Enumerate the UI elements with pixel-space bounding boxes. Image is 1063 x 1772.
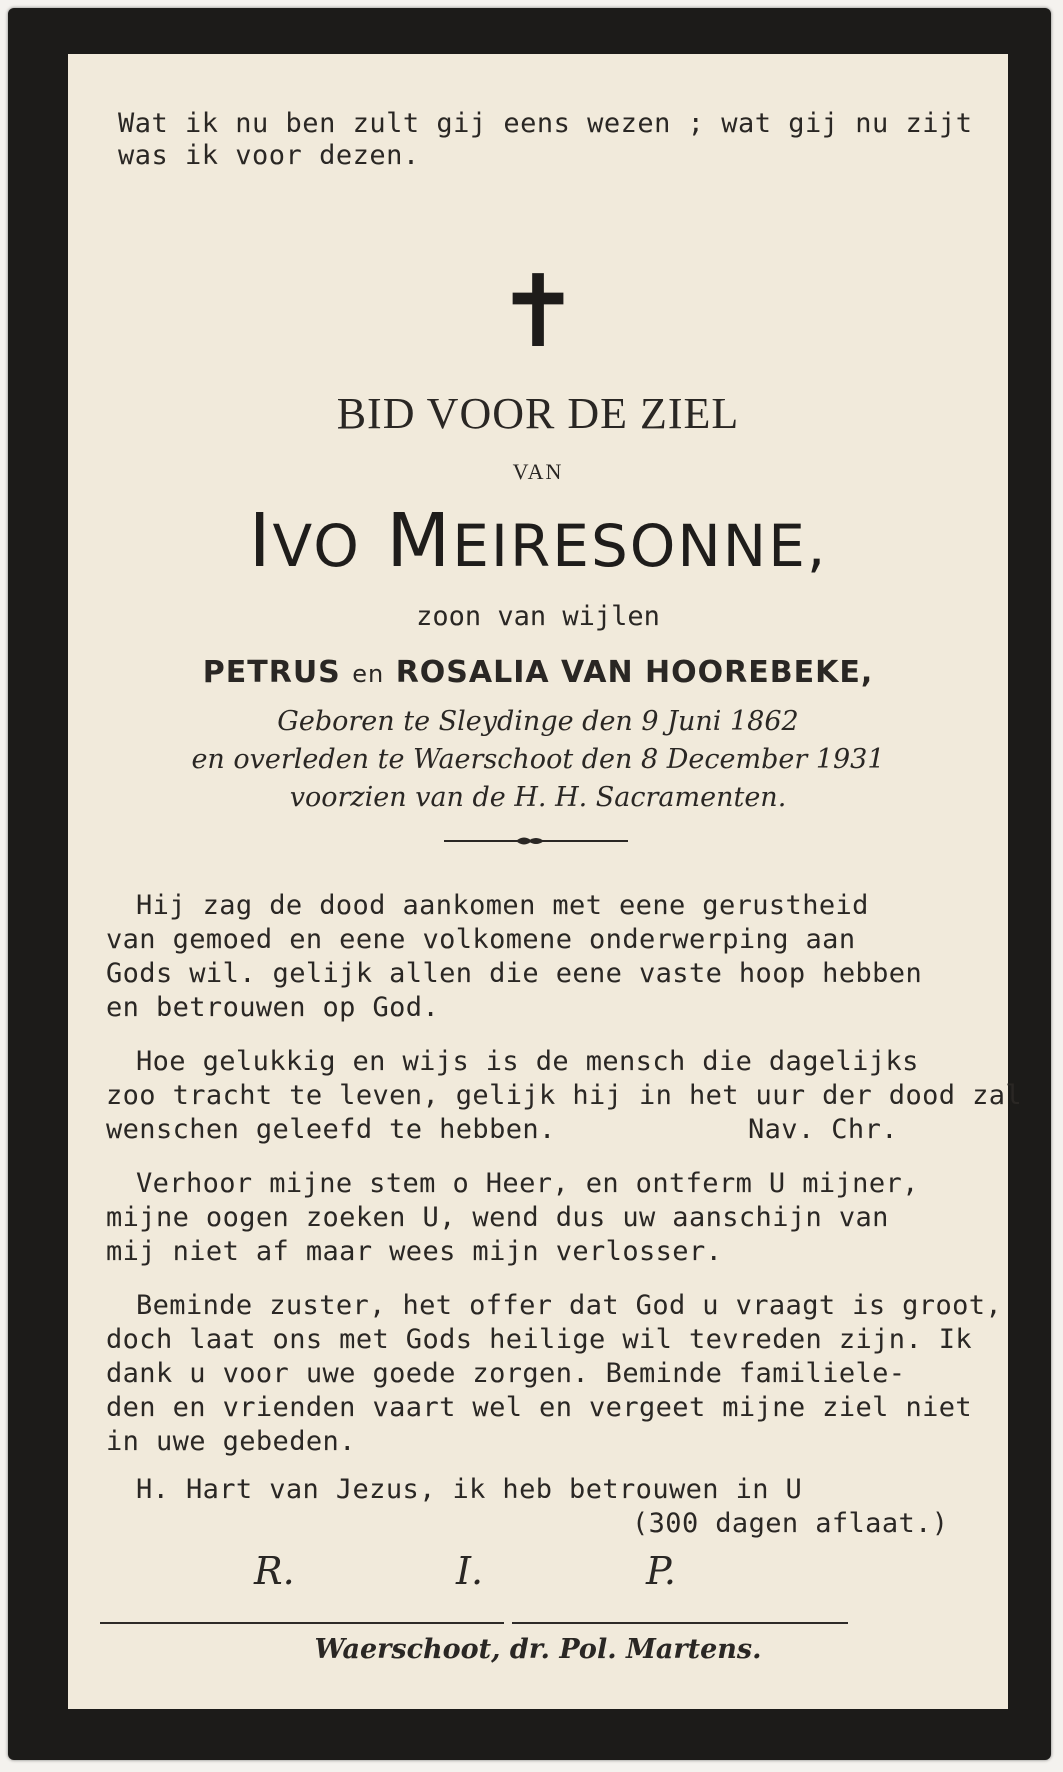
name-first-rest: VO [272,512,361,580]
van-label: VAN [512,459,564,484]
name-last-rest: EIRESONNE, [452,512,828,580]
birth-line: Geboren te Sleydinge den 9 Juni 1862 [277,706,799,737]
parent-mother: ROSALIA VAN HOOREBEKE, [395,655,874,690]
cross-icon: ✝ [496,253,580,370]
paragraph-3-line-2: mijne oogen zoeken U, wend dus uw aanschijn van [106,1202,889,1233]
sacraments-line: voorzien van de H. H. Sacramenten. [289,782,787,813]
indulgence-note: (300 dagen aflaat.) [632,1508,949,1539]
deceased-name [68,498,1008,584]
zoon-van-wijlen: zoon van wijlen [416,601,660,632]
prayer-line: H. Hart van Jezus, ik heb betrouwen in U [136,1474,803,1505]
paragraph-3-line-1: Verhoor mijne stem o Heer, en ontferm U mijner, [136,1168,919,1199]
rip-i: I. [456,1549,484,1593]
paragraph-2-line-1: Hoe gelukkig en wijs is de mensch die dagelijks [136,1046,919,1077]
paragraph-3-line-3: mij niet af maar wees mijn verlosser. [106,1236,723,1267]
parent-father: PETRUS [202,655,341,690]
rip-r: R. [254,1549,295,1593]
paragraph-2-source: Nav. Chr. [748,1114,898,1145]
paragraph-2-line-2: zoo tracht te leven, gelijk hij in het uur der dood zal [106,1080,1023,1111]
bid-voor-de-ziel: BID VOOR DE ZIEL [336,389,740,438]
name-last-initial: M [386,498,453,584]
death-line: en overleden te Waerschoot den 8 December 1931 [191,744,885,775]
memorial-card [68,54,1023,1709]
ornamental-divider [444,834,628,848]
paragraph-1-line-4: en betrouwen op God. [106,992,440,1023]
paragraph-4-line-2: doch laat ons met Gods heilige wil tevreden zijn. Ik [106,1324,973,1355]
paragraph-1-line-1: Hij zag de dood aankomen met eene gerustheid [136,890,869,921]
memorial-card-border [8,8,1051,1760]
paragraph-4-line-1: Beminde zuster, het offer dat God u vraagt is groot, [136,1290,1003,1321]
rip-p: P. [646,1549,676,1593]
paragraph-1-line-2: van gemoed en eene volkomene onderwerping aan [106,924,856,955]
printer-imprint: Waerschoot, dr. Pol. Martens. [314,1634,762,1665]
name-first-initial: I [248,498,273,584]
paragraph-4-line-3: dank u voor uwe goede zorgen. Beminde familiele- [106,1358,906,1389]
footer-rule-right [512,1622,848,1624]
motto-line-1: Wat ik nu ben zult gij eens wezen ; wat gij nu zijt [118,108,973,139]
footer-rule-left [100,1622,504,1624]
paragraph-1-line-3: Gods wil. gelijk allen die eene vaste hoop hebben [106,958,923,989]
paragraph-2-line-3: wenschen geleefd te hebben. [106,1114,556,1145]
motto-line-2: was ik voor dezen. [118,140,420,171]
paragraph-4-line-4: den en vrienden vaart wel en vergeet mijne ziel niet [106,1392,973,1423]
paragraph-4-line-5: in uwe gebeden. [106,1426,356,1457]
parents-conjunction: en [352,660,385,688]
parents-names [68,655,1008,690]
